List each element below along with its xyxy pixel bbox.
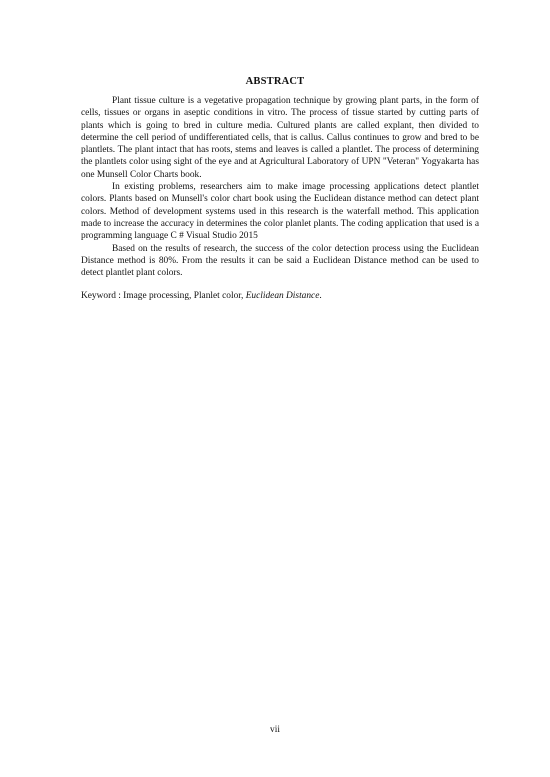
- abstract-paragraph-3: Based on the results of research, the success of the color detection process using the Euclidean Distance method is 80%. From the results it can be said a Euclidean Distance method can be used to detect plantlet plant colors.: [81, 243, 479, 279]
- page-number: vii: [270, 725, 280, 735]
- keyword-emphasis: Euclidean Distance: [245, 291, 320, 302]
- keyword-line: [81, 290, 479, 302]
- abstract-paragraph-2: In existing problems, researchers aim to make image processing applications detect plantlet colors. Plants based on Munsell's color chart book using the Euclidean distance method can detect plant colors. Method of development systems used in this research is the waterfall method. This application made to increase the accuracy in determines the color planlet plants. The coding application that used is a programming language C # Visual Studio 2015: [81, 182, 479, 242]
- abstract-body: [81, 95, 479, 303]
- keyword-prefix: Keyword : Image processing, Planlet color,: [81, 291, 246, 302]
- keyword-suffix: .: [319, 291, 322, 302]
- abstract-paragraph-1: Plant tissue culture is a vegetative propagation technique by growing plant parts, in the form of cells, tissues or organs in aseptic conditions in vitro. The process of tissue started by cutting parts of plants which is going to bred in culture media. Cultured plants are called explant, then divided to determine the cell period of undifferentiated cells, that is callus. Callus continues to grow and bred to be plantlets. The plant intact that has roots, stems and leaves is called a plantlet. The process of determining the plantlets color using sight of the eye and at Agricultural Laboratory of UPN "Veteran" Yogyakarta has one Munsell Color Charts book.: [81, 96, 479, 180]
- abstract-title: ABSTRACT: [245, 76, 305, 87]
